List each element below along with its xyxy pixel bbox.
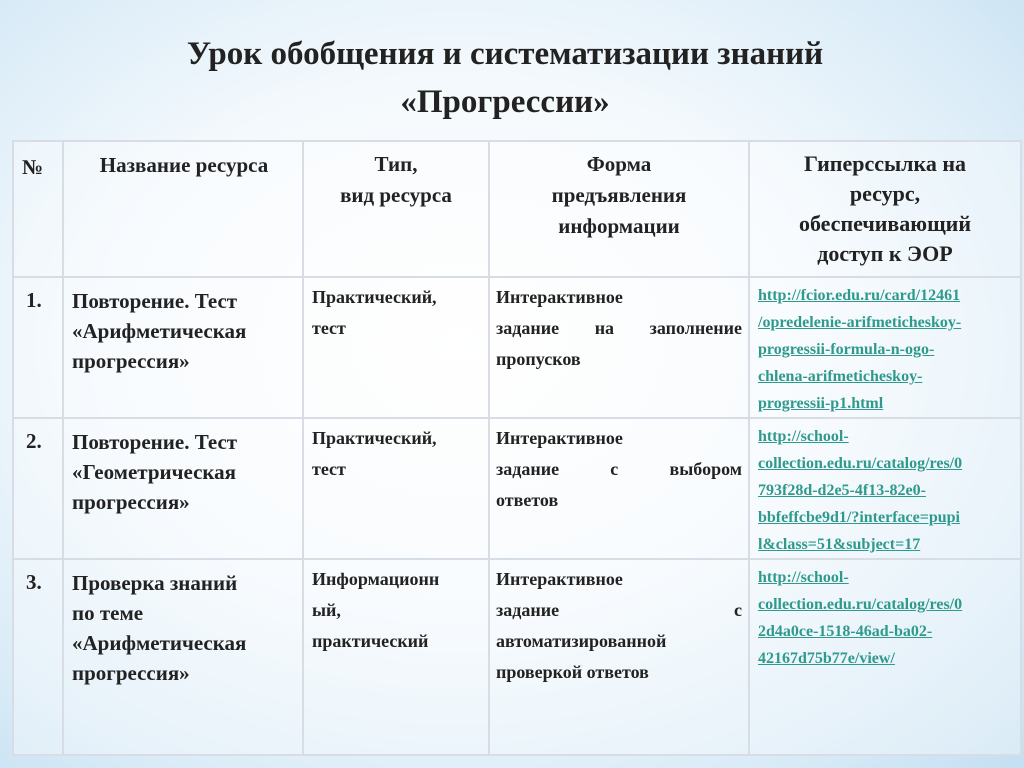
text-line: практический [312, 631, 429, 651]
hyperlink-line[interactable]: collection.edu.ru/catalog/res/0 [758, 596, 963, 613]
text-line: «Арифметическая [72, 319, 247, 343]
header-text-line: Гиперссылка на [803, 151, 967, 176]
header-resource-type [303, 141, 489, 277]
text-line: проверкой ответов [496, 662, 649, 682]
resource-type [303, 418, 489, 559]
hyperlink-line[interactable]: progressii-p1.html [758, 395, 884, 412]
hyperlink-line[interactable]: 793f28d-d2e5-4f13-82e0- [758, 482, 926, 499]
resource-name [63, 418, 303, 559]
info-form [489, 277, 749, 418]
text-line: ый, [312, 600, 341, 620]
hyperlink-line[interactable]: http://fcior.edu.ru/card/12461 [758, 287, 961, 304]
table-row [13, 559, 1021, 755]
row-number: 3. [13, 559, 63, 755]
text-line: Интерактивное [496, 428, 623, 448]
hyperlink-line[interactable]: progressii-formula-n-ogo- [758, 341, 935, 358]
text-line: прогрессия» [72, 349, 190, 373]
row-number: 1. [13, 277, 63, 418]
header-number: № [13, 141, 63, 277]
header-info-form [489, 141, 749, 277]
text-line: Повторение. Тест [72, 289, 238, 313]
title-line-2: «Прогрессии» [400, 84, 610, 120]
table-row [13, 418, 1021, 559]
text-line: Проверка знаний [72, 571, 238, 595]
info-form [489, 559, 749, 755]
hyperlink-line[interactable]: 2d4a0ce-1518-46ad-ba02- [758, 623, 933, 640]
text-line: Практический, [312, 287, 437, 307]
text-line: Повторение. Тест [72, 430, 238, 454]
header-text-line: предъявления [551, 183, 687, 207]
header-text-line: Форма [586, 152, 652, 176]
header-text-line: информации [558, 214, 680, 238]
text-line: пропусков [496, 349, 581, 369]
text-line: прогрессия» [72, 661, 190, 685]
hyperlink-line[interactable]: http://school- [758, 569, 849, 586]
resource-type [303, 277, 489, 418]
header-text-line: вид ресурса [340, 183, 452, 207]
row-number: 2. [13, 418, 63, 559]
text-line: прогрессия» [72, 490, 190, 514]
info-form [489, 418, 749, 559]
text-line: тест [312, 318, 346, 338]
text-line: тест [312, 459, 346, 479]
hyperlink-line[interactable]: l&class=51&subject=17 [758, 536, 921, 553]
header-text-line: обеспечивающий [798, 211, 972, 236]
text-line: Информационн [312, 569, 440, 589]
slide-title [0, 30, 1010, 126]
text-line: «Арифметическая [72, 631, 247, 655]
text-line: «Геометрическая [72, 460, 237, 484]
table-row [13, 277, 1021, 418]
text-line: по теме [72, 601, 144, 625]
text-line: задание на заполнение [496, 318, 742, 338]
text-line: автоматизированной [496, 631, 667, 651]
resource-name [63, 559, 303, 755]
title-line-1: Урок обобщения и систематизации знаний [186, 36, 824, 72]
resource-name [63, 277, 303, 418]
hyperlink-line[interactable]: bbfeffcbe9d1/?interface=pupi [758, 509, 960, 526]
resource-type [303, 559, 489, 755]
header-resource-name: Название ресурса [63, 141, 303, 277]
hyperlink-line[interactable]: 42167d75b77e/view/ [758, 650, 895, 667]
header-text-line: доступ к ЭОР [817, 241, 953, 266]
hyperlink-line[interactable]: chlena-arifmeticheskoy- [758, 368, 923, 385]
table-header-row [13, 141, 1021, 277]
hyperlink-line[interactable]: /opredelenie-arifmeticheskoy- [758, 314, 962, 331]
header-text-line: Тип, [374, 152, 418, 176]
text-line: задание с выбором [496, 459, 742, 479]
hyperlink-line[interactable]: http://school- [758, 428, 849, 445]
text-line: Интерактивное [496, 569, 623, 589]
text-line: ответов [496, 490, 559, 510]
resources-table [12, 140, 1022, 756]
resource-hyperlink[interactable] [749, 418, 1021, 559]
resource-hyperlink[interactable] [749, 559, 1021, 755]
text-line: задание с [496, 600, 742, 620]
resource-hyperlink[interactable] [749, 277, 1021, 418]
text-line: Практический, [312, 428, 437, 448]
hyperlink-line[interactable]: collection.edu.ru/catalog/res/0 [758, 455, 963, 472]
header-text-line: ресурс, [849, 181, 921, 206]
header-hyperlink [749, 141, 1021, 277]
text-line: Интерактивное [496, 287, 623, 307]
